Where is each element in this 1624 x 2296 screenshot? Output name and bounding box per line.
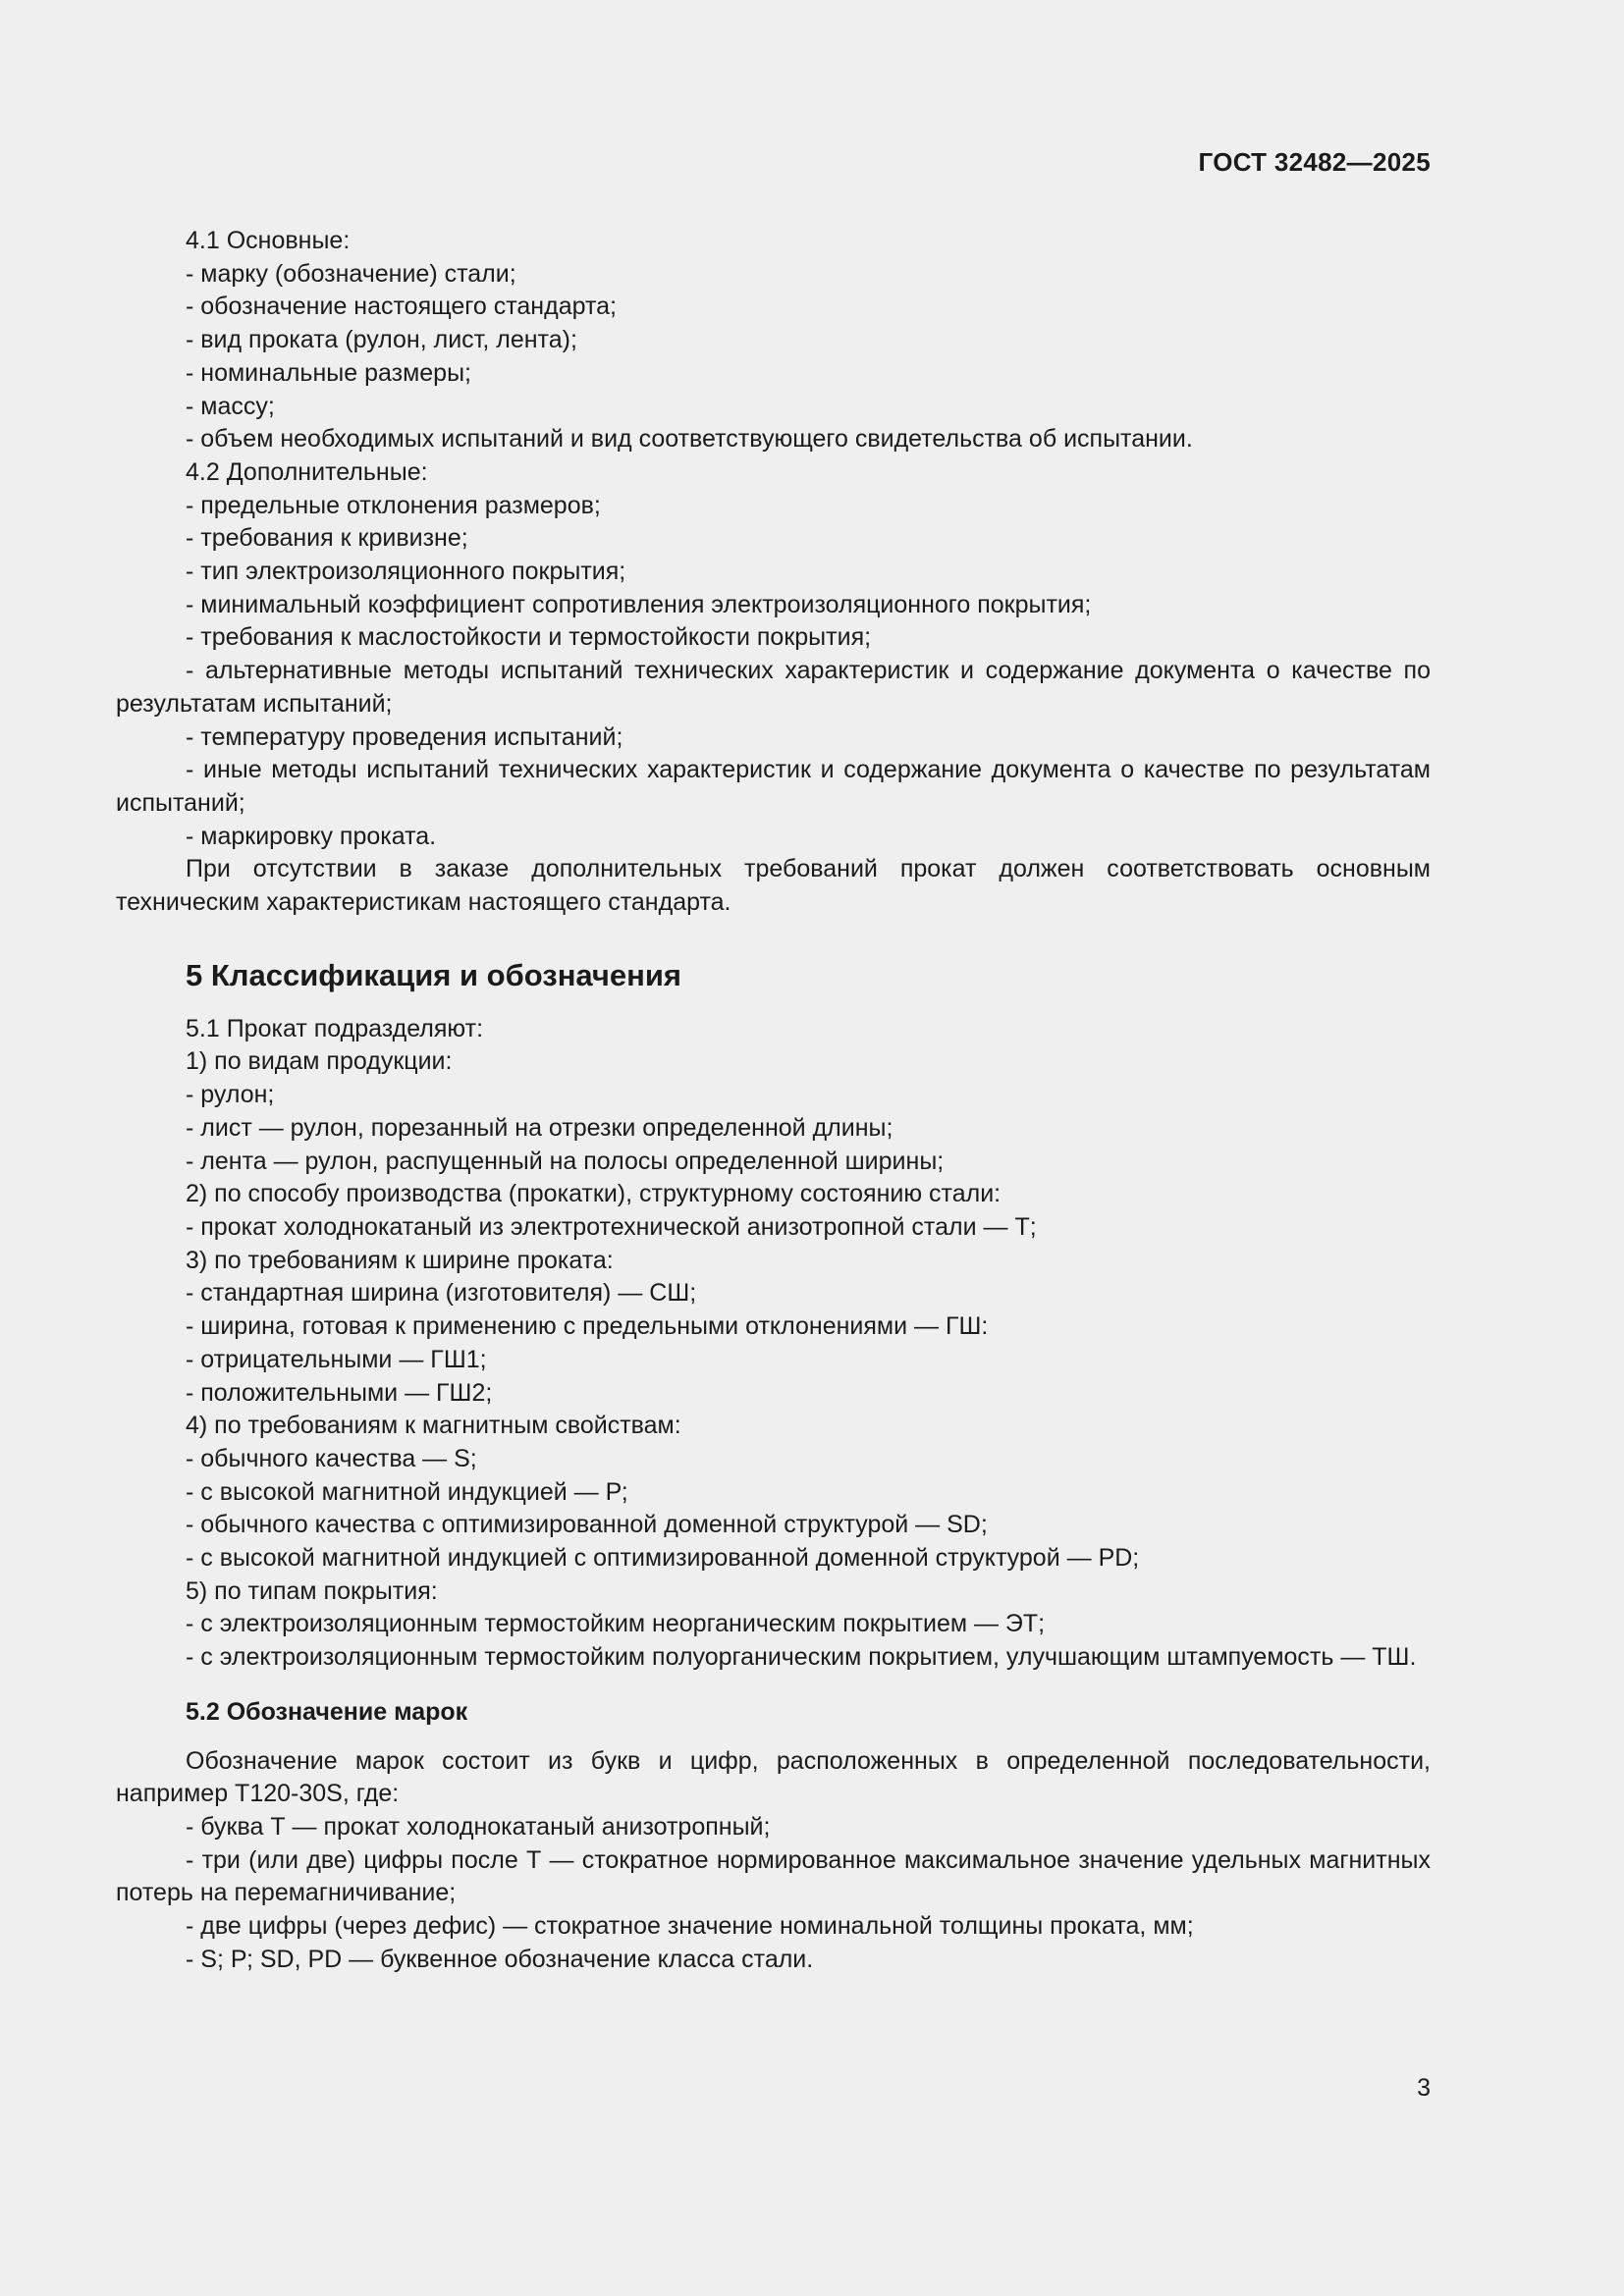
paragraph: - лист — рулон, порезанный на отрезки определенной длины;: [186, 1113, 893, 1142]
paragraph: 2) по способу производства (прокатки), структурному состоянию стали:: [186, 1180, 1001, 1208]
paragraph: - альтернативные методы испытаний технических характеристик и содержание документа о качестве по результатам испытаний;: [116, 657, 1431, 718]
paragraph: - обозначение настоящего стандарта;: [186, 293, 617, 321]
paragraph: - требования к маслостойкости и термостойкости покрытия;: [186, 623, 872, 652]
paragraph: - рулон;: [186, 1081, 275, 1109]
paragraph: 5.1 Прокат подразделяют:: [186, 1014, 484, 1042]
paragraph: 4.2 Дополнительные:: [186, 457, 428, 486]
paragraph: 3) по требованиям к ширине проката:: [186, 1246, 614, 1274]
page-number: 3: [1417, 2074, 1431, 2102]
paragraph: - ширина, готовая к применению с предельными отклонениями — ГШ:: [186, 1312, 989, 1341]
paragraph: - минимальный коэффициент сопротивления электроизоляционного покрытия;: [186, 590, 1092, 618]
standard-designation: ГОСТ 32482—2025: [1198, 147, 1431, 177]
paragraph: - с высокой магнитной индукцией — Р;: [186, 1477, 628, 1506]
paragraph: - буква Т — прокат холоднокатаный анизотропный;: [186, 1812, 771, 1841]
paragraph: - три (или две) цифры после Т — стократное нормированное максимальное значение удельных магнитных потерь на перемагничивание;: [116, 1845, 1431, 1907]
page-content: [116, 225, 1431, 1976]
paragraph: - две цифры (через дефис) — стократное значение номинальной толщины проката, мм;: [186, 1912, 1194, 1941]
paragraph: - предельные отклонения размеров;: [186, 491, 601, 519]
paragraph: - положительными — ГШ2;: [186, 1378, 493, 1407]
paragraph: 4.1 Основные:: [186, 227, 351, 254]
paragraph: - обычного качества — S;: [186, 1444, 477, 1472]
paragraph: - объем необходимых испытаний и вид соответствующего свидетельства об испытании.: [186, 425, 1193, 454]
paragraph: - S; Р; SD, PD — буквенное обозначение класса стали.: [186, 1945, 814, 1973]
paragraph: - массу;: [186, 392, 275, 420]
grade-designation-block: [116, 1745, 1431, 1977]
paragraph: - с электроизоляционным термостойким полуорганическим покрытием, улучшающим штампуемость — ТШ.: [186, 1643, 1417, 1672]
paragraph: - тип электроизоляционного покрытия;: [186, 558, 626, 586]
paragraph: - лента — рулон, распущенный на полосы определенной ширины;: [186, 1147, 945, 1175]
paragraph: - стандартная ширина (изготовителя) — СШ;: [186, 1279, 697, 1308]
paragraph: - марку (обозначение) стали;: [186, 259, 516, 288]
paragraph: - с высокой магнитной индукцией с оптимизированной доменной структурой — PD;: [186, 1544, 1140, 1573]
order-requirements-block: [116, 225, 1431, 920]
paragraph: Обозначение марок состоит из букв и цифр, расположенных в определенной последовательности, например Т120-30S, где:: [116, 1746, 1431, 1808]
paragraph: 1) по видам продукции:: [186, 1047, 453, 1076]
paragraph: - требования к кривизне;: [186, 524, 468, 553]
paragraph: - прокат холоднокатаный из электротехнической анизотропной стали — Т;: [186, 1212, 1037, 1241]
classification-block: [116, 1013, 1431, 1675]
paragraph: - с электроизоляционным термостойким неорганическим покрытием — ЭТ;: [186, 1610, 1046, 1638]
subsection-heading: 5.2 Обозначение марок: [186, 1697, 468, 1726]
section-heading: 5 Классификация и обозначения: [186, 957, 681, 992]
paragraph: - отрицательными — ГШ1;: [186, 1345, 487, 1373]
paragraph: 5) по типам покрытия:: [186, 1576, 438, 1605]
paragraph: 4) по требованиям к магнитным свойствам:: [186, 1412, 681, 1440]
paragraph: - иные методы испытаний технических характеристик и содержание документа о качестве по результатам испытаний;: [116, 756, 1431, 817]
paragraph: - вид проката (рулон, лист, лента);: [186, 326, 577, 354]
paragraph: - температуру проведения испытаний;: [186, 722, 623, 751]
paragraph: - маркировку проката.: [186, 822, 437, 850]
paragraph: - обычного качества с оптимизированной доменной структурой — SD;: [186, 1511, 988, 1539]
paragraph: При отсутствии в заказе дополнительных требований прокат должен соответствовать основным техническим характеристикам настоящего стандарта.: [116, 855, 1431, 917]
paragraph: - номинальные размеры;: [186, 358, 471, 387]
